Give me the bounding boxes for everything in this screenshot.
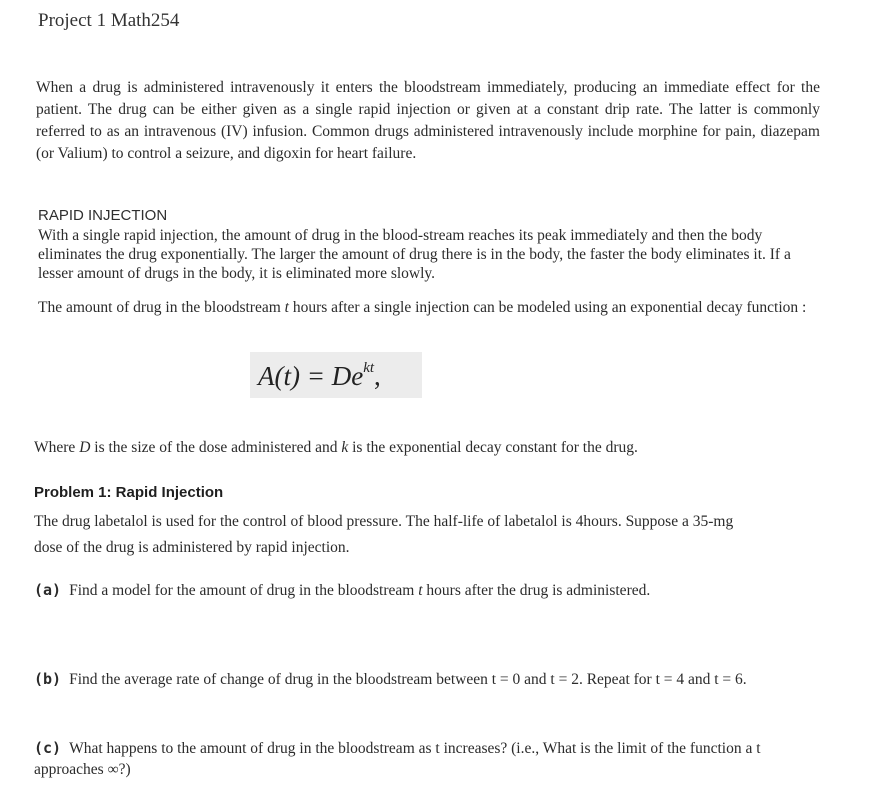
problem-paragraph: The drug labetalol is used for the control of blood pressure. The half-life of labetalol is 4hours. Suppose a 35-mg dose of the drug is administered by rapid injection. (34, 513, 734, 556)
where-c: is the exponential decay constant for the drug. (348, 439, 638, 456)
formula-lhs: A(t) = De (258, 361, 364, 391)
question-c (34, 738, 794, 780)
formula-comma: , (374, 361, 381, 391)
where-a: Where (34, 439, 80, 456)
where-d: D (79, 439, 91, 456)
decay-formula (258, 360, 381, 392)
where-sentence (34, 439, 638, 457)
question-a-var: t (418, 582, 423, 599)
question-a (34, 580, 734, 601)
rapid-injection-heading: RAPID INJECTION (38, 207, 168, 224)
question-c-label: (c) (34, 739, 62, 757)
model-variable: t (284, 299, 289, 316)
question-a-label: (a) (34, 581, 62, 599)
where-k: k (341, 439, 349, 456)
problem-heading: Problem 1: Rapid Injection (34, 484, 224, 501)
model-text-post: hours after a single injection can be modeled using an exponential decay function : (288, 299, 807, 316)
model-paragraph (38, 298, 808, 317)
formula-exponent: kt (363, 360, 375, 376)
question-b (34, 669, 854, 690)
rapid-injection-paragraph: With a single rapid injection, the amount of drug in the blood-stream reaches its peak immediately and then the body eliminates the drug exponentially. The larger the amount of drug there is in the body, the faster the body eliminates it. If a lesser amount of drugs in the body, it is eliminated more slowly. (38, 227, 791, 282)
model-text-pre: The amount of drug in the bloodstream (38, 299, 285, 316)
page-title: Project 1 Math254 (38, 10, 180, 31)
question-a-pre: Find a model for the amount of drug in the bloodstream (69, 582, 419, 599)
intro-paragraph: When a drug is administered intravenously it enters the bloodstream immediately, producing an immediate effect for the patient. The drug can be either given as a single rapid injection or given at a constant drip rate. The latter is commonly referred to as an intravenous (IV) infusion. Common drugs administered intravenously include morphine for pain, diazepam (or Valium) to control a seizure, and digoxin for heart failure. (36, 79, 820, 162)
question-b-label: (b) (34, 670, 62, 688)
question-c-text: What happens to the amount of drug in the bloodstream as t increases? (i.e., What is the limit of the function a t approaches ∞?) (34, 740, 761, 778)
question-a-post: hours after the drug is administered. (422, 582, 651, 599)
where-b: is the size of the dose administered and (90, 439, 342, 456)
question-b-text: Find the average rate of change of drug in the bloodstream between t = 0 and t = 2. Repeat for t = 4 and t = 6. (69, 671, 747, 688)
